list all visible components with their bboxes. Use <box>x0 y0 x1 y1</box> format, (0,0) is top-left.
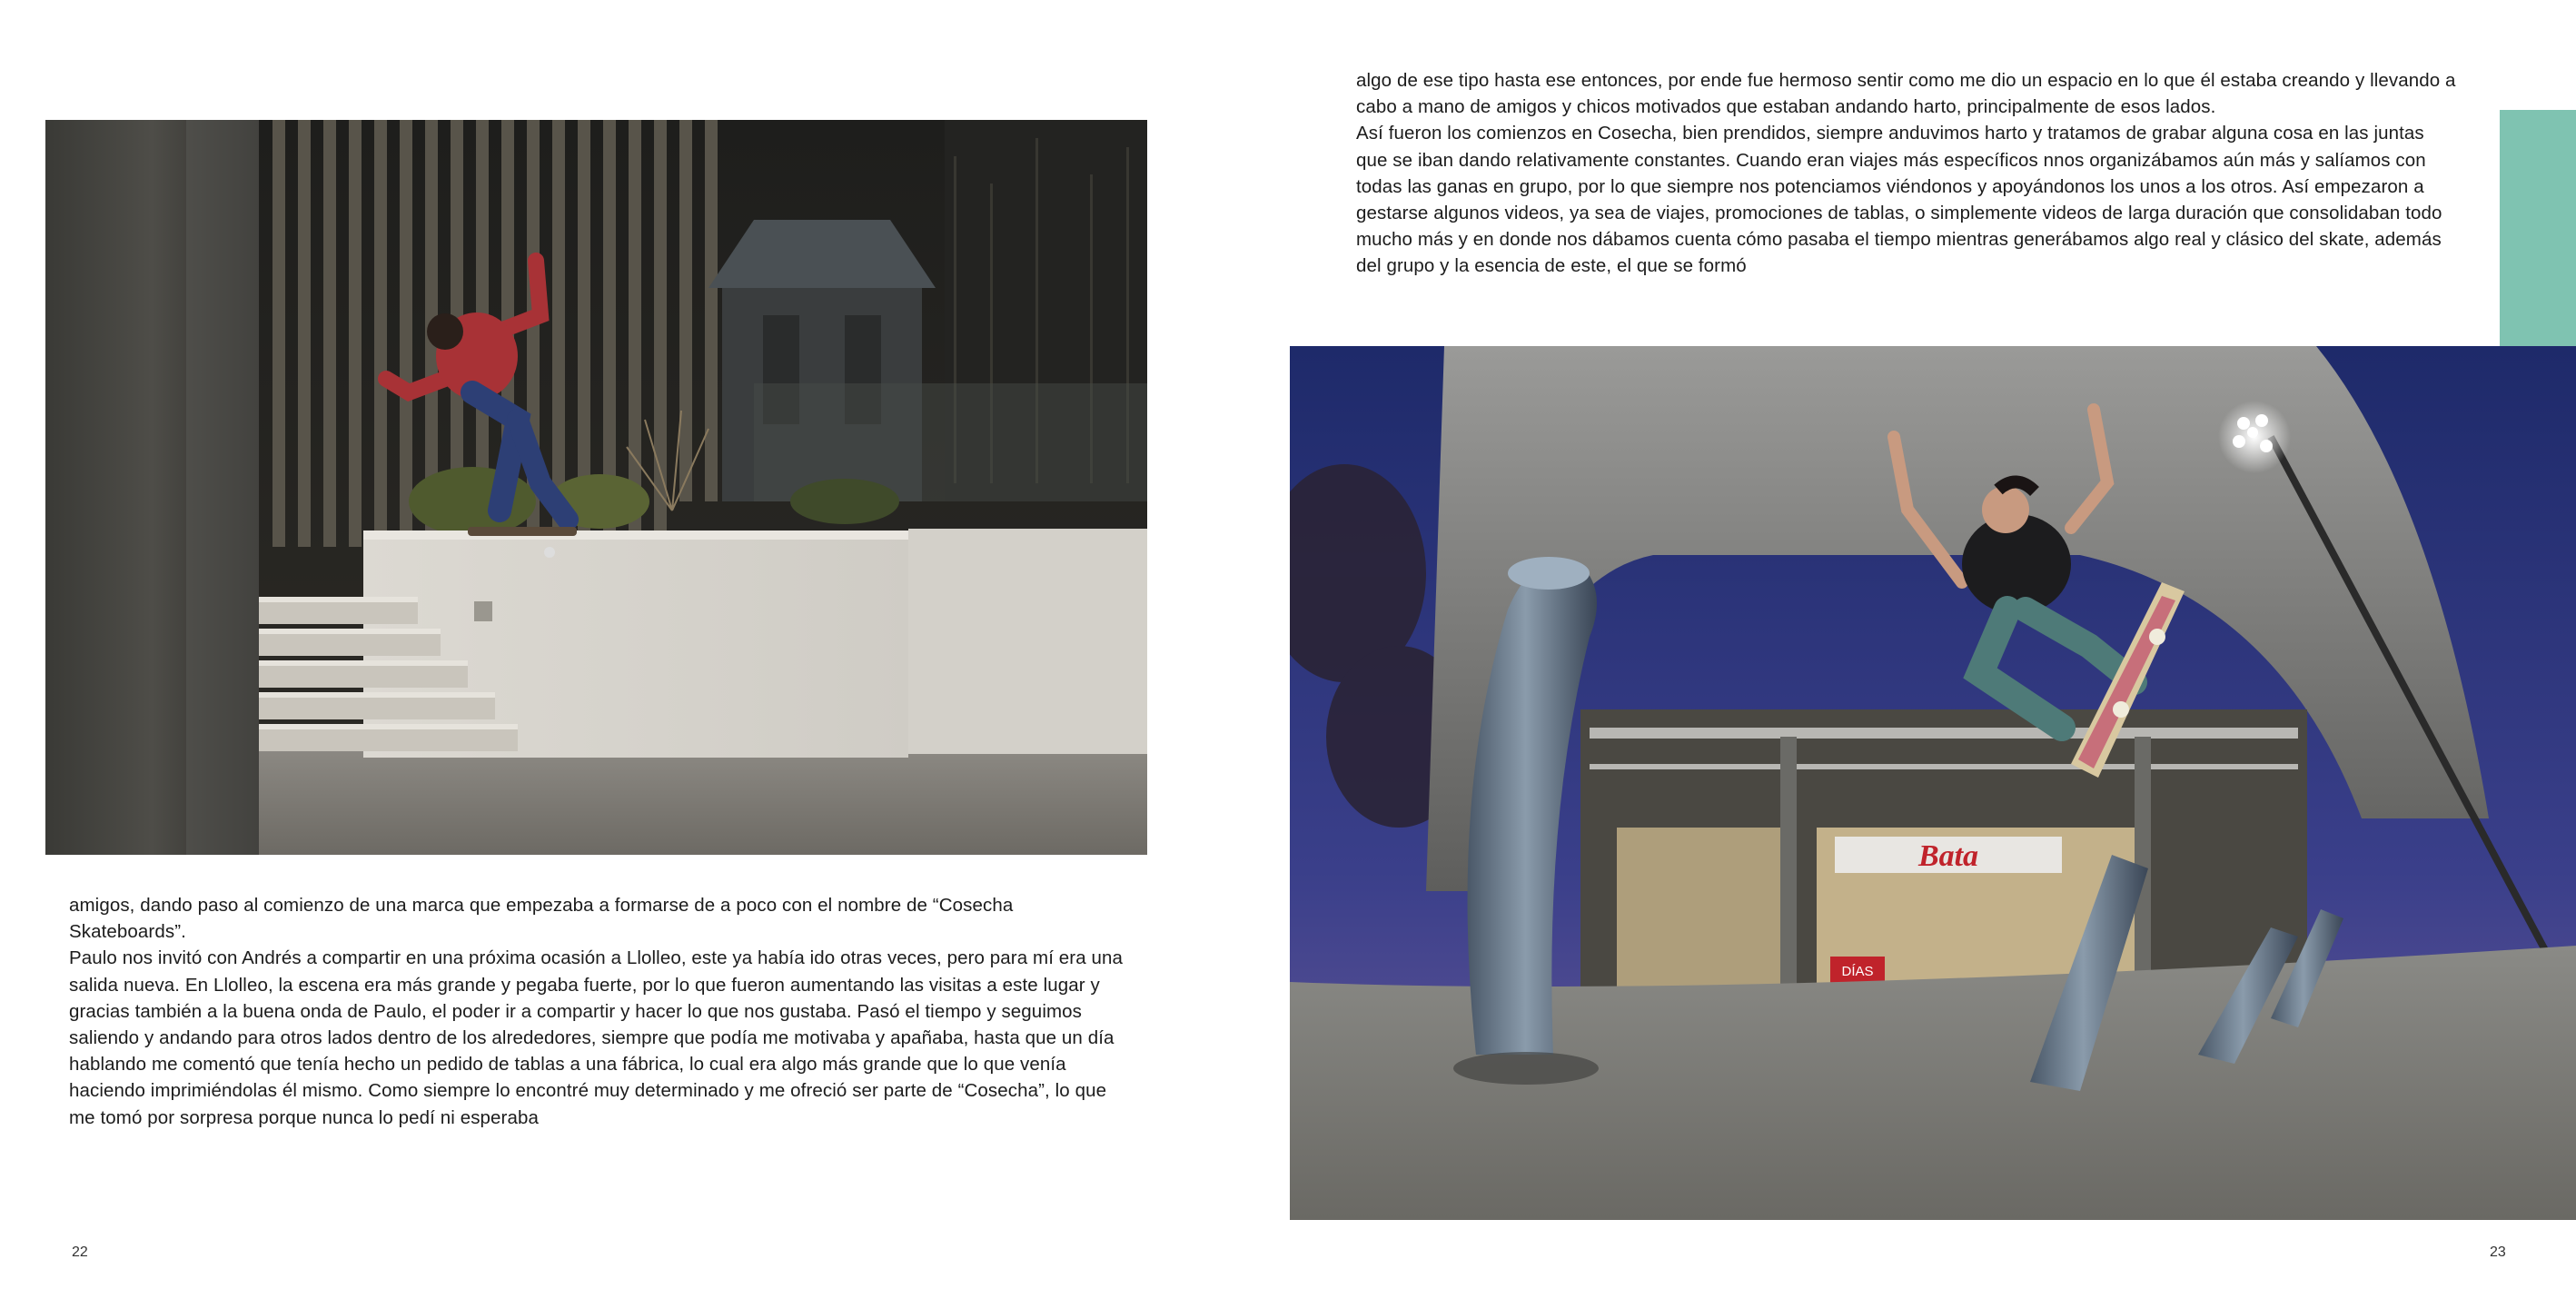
right-page-text <box>1356 67 2460 280</box>
right-paragraph-1: algo de ese tipo hasta ese entonces, por ende fue hermoso sentir como me dio un espacio en lo que él estaba creando y llevando a cabo a mano de amigos y chicos motivados que estaban andando harto, principalmente de esos lados. <box>1356 70 2456 118</box>
store-promo-text: DÍAS <box>1841 964 1874 979</box>
photo-skater-ollie <box>1290 346 2576 1220</box>
left-paragraph-2: Paulo nos invitó con Andrés a compartir en una próxima ocasión a Llolleo, este ya había ido otras veces, pero para mí era una salida nueva. En Llolleo, la escena era más grande y pegaba fuerte, por lo que fueron aumentando las visitas a este lugar y gracias también a la buena onda de Paulo, el poder ir a compartir y hacer lo que nos gustaba. Pasó el tiempo y seguimos saliendo y andando para otros lados dentro de los alrededores, siempre que podía me motivaba y apañaba, hasta que un día hablando me comentó que tenía hecho un pedido de tablas a una fábrica, lo cual era algo más grande que lo que venía haciendo imprimiéndolas él mismo. Como siempre lo encontré muy determinado y me ofreció ser parte de “Cosecha”, lo que me tomó por sorpresa porque nunca lo pedí ni esperaba <box>69 947 1124 1128</box>
left-paragraph-1: amigos, dando paso al comienzo de una marca que empezaba a formarse de a poco con el nombre de “Cosecha Skateboards”. <box>69 895 1014 943</box>
photo-skater-ledge <box>45 120 1147 855</box>
accent-color-bar <box>2500 110 2576 346</box>
store-sign-text: Bata <box>1917 839 1979 873</box>
right-page <box>1288 0 2576 1289</box>
photo-skater-ledge-image <box>45 120 1147 855</box>
page-number-left: 22 <box>72 1244 88 1260</box>
left-page-text <box>69 892 1132 1131</box>
page-number-right: 23 <box>2490 1244 2506 1260</box>
photo-skater-ollie-image <box>1290 346 2576 1220</box>
right-paragraph-2: Así fueron los comienzos en Cosecha, bien prendidos, siempre anduvimos harto y tratamos de grabar alguna cosa en las juntas que se iban dando relativamente constantes. Cuando eran viajes más específicos nnos organizábamos aún más y salíamos con todas las ganas en grupo, por lo que siempre nos potenciamos viéndonos y apoyándonos los unos a los otros. Así empezaron a gestarse algunos videos, ya sea de viajes, promociones de tablas, o simplemente videos de larga duración que consolidaban todo mucho más y en donde nos dábamos cuenta cómo pasaba el tiempo mientras generábamos algo real y clásico del skate, además del grupo y la esencia de este, el que se formó <box>1356 123 2442 277</box>
